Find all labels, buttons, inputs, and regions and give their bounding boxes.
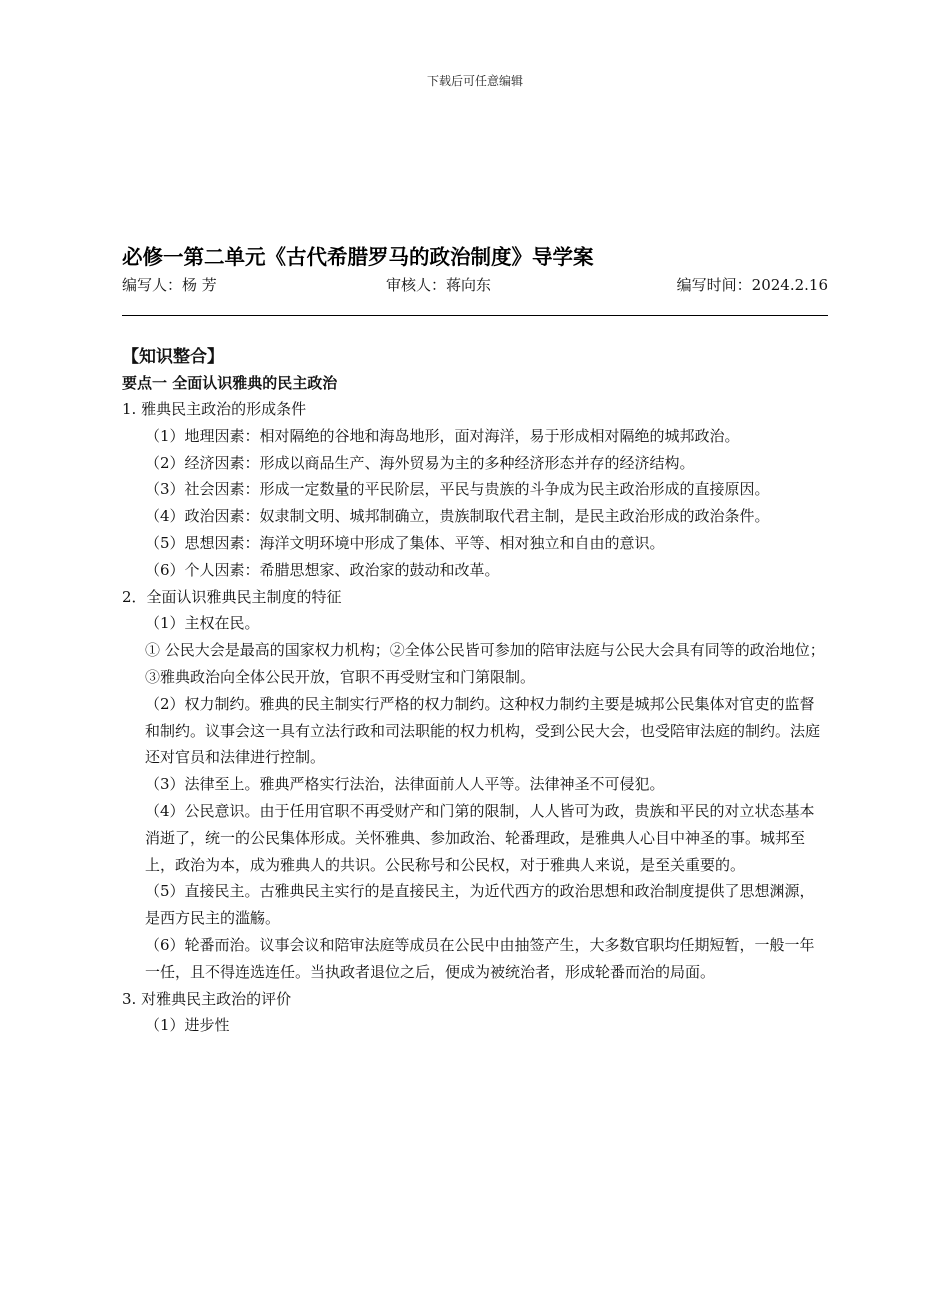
document-body <box>122 242 828 1039</box>
paragraph: （1）主权在民。 <box>145 614 260 633</box>
item-heading-2: 2．全面认识雅典民主制度的特征 <box>122 587 342 606</box>
content <box>122 396 828 1039</box>
paragraph: （5）思想因素：海洋文明环境中形成了集体、平等、相对独立和自由的意识。 <box>145 533 665 552</box>
item-heading-3: 3. 对雅典民主政治的评价 <box>122 989 292 1008</box>
document-title: 必修一第二单元《古代希腊罗马的政治制度》导学案 <box>122 245 594 269</box>
paragraph: （1）地理因素：相对隔绝的谷地和海岛地形，面对海洋，易于形成相对隔绝的城邦政治。 <box>145 426 740 445</box>
section-heading: 【知识整合】 <box>122 347 224 367</box>
author-label: 编写人：杨 芳 <box>122 276 217 294</box>
paragraph: （5）直接民主。古雅典民主实行的是直接民主，为近代西方的政治思想和政治制度提供了思想渊源，是西方民主的滥觞。 <box>145 882 815 928</box>
paragraph: （1）进步性 <box>145 1016 230 1035</box>
paragraph: （4）公民意识。由于任用官职不再受财产和门第的限制，人人皆可为政，贵族和平民的对立状态基本消逝了，统一的公民集体形成。关怀雅典、参加政治、轮番理政，是雅典人心目中神圣的事。城邦至上，政治为本，成为雅典人的共识。公民称号和公民权，对于雅典人来说，是至关重要的。 <box>145 801 815 874</box>
paragraph: （2）经济因素：形成以商品生产、海外贸易为主的多种经济形态并存的经济结构。 <box>145 453 695 472</box>
paragraph: （6）轮番而治。议事会议和陪审法庭等成员在公民中由抽签产生，大多数官职均任期短暂，一般一年一任，且不得连选连任。当执政者退位之后，便成为被统治者，形成轮番而治的局面。 <box>145 935 815 981</box>
document-meta <box>122 272 828 298</box>
date-label: 编写时间：2024.2.16 <box>676 276 828 294</box>
paragraph: （3）社会因素：形成一定数量的平民阶层，平民与贵族的斗争成为民主政治形成的直接原因。 <box>145 480 770 499</box>
paragraph: ① 公民大会是最高的国家权力机构；②全体公民皆可参加的陪审法庭与公民大会具有同等的政治地位；③雅典政治向全体公民开放，官职不再受财宝和门第限制。 <box>145 641 825 686</box>
point-heading: 要点一 全面认识雅典的民主政治 <box>122 374 338 392</box>
header-note: 下载后可任意编辑 <box>426 74 523 88</box>
paragraph: （6）个人因素：希腊思想家、政治家的鼓动和改革。 <box>145 560 500 579</box>
reviewer-label: 审核人：蒋向东 <box>386 276 492 294</box>
paragraph: （3）法律至上。雅典严格实行法治，法律面前人人平等。法律神圣不可侵犯。 <box>145 775 665 794</box>
item-heading-1: 1. 雅典民主政治的形成条件 <box>122 400 307 418</box>
paragraph: （2）权力制约。雅典的民主制实行严格的权力制约。这种权力制约主要是城邦公民集体对官吏的监督和制约。议事会这一具有立法行政和司法职能的权力机构，受到公民大会，也受陪审法庭的制约。法庭还对官员和法律进行控制。 <box>145 694 821 767</box>
paragraph: （4）政治因素：奴隶制文明、城邦制确立，贵族制取代君主制，是民主政治形成的政治条件。 <box>145 507 770 526</box>
header-divider <box>122 304 828 316</box>
